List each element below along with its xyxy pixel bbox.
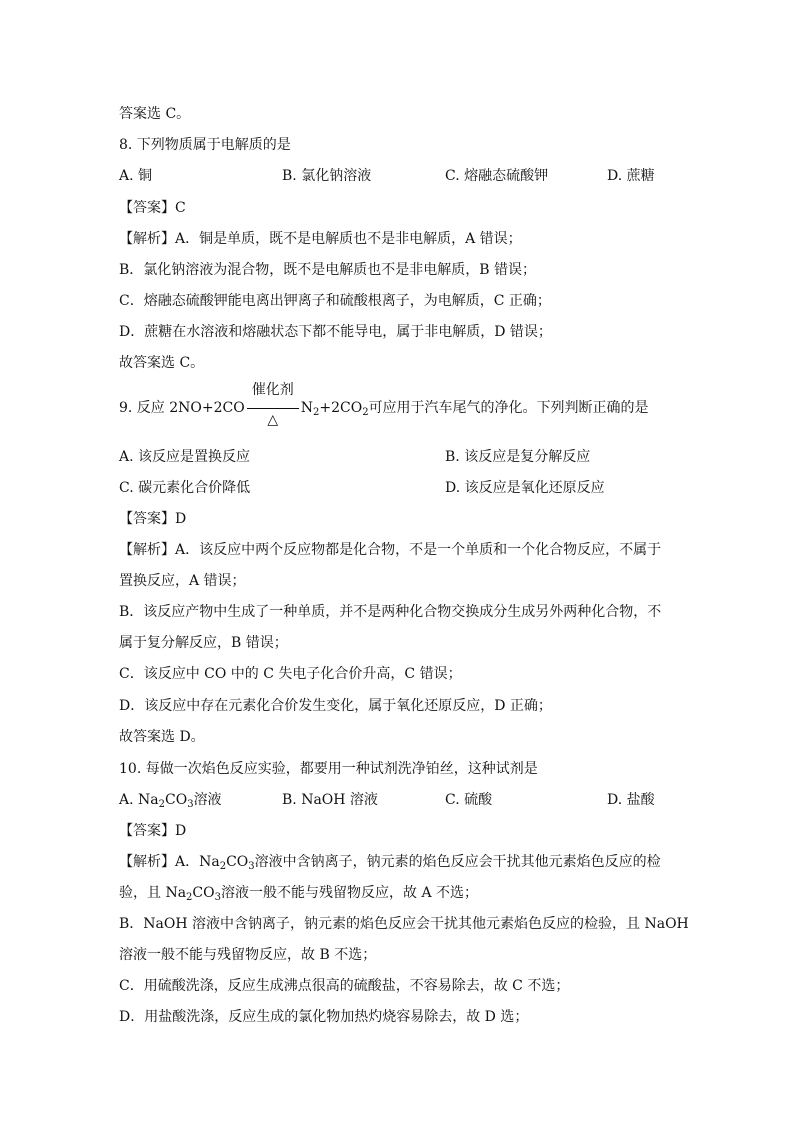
explanation-text: 溶液一般不能与残留物反应，故 A 不选；: [221, 885, 479, 901]
reaction-arrow-line: [247, 408, 299, 409]
q9-option-a: A. 该反应是置换反应: [119, 449, 251, 465]
q10-option-b: B. NaOH 溶液: [282, 792, 378, 808]
explanation-text: A．铜是单质，既不是电解质也不是非电解质，A 错误；: [175, 231, 522, 247]
answer-value: C: [175, 200, 186, 216]
answer-line: 答案选 C。: [119, 106, 191, 122]
q8-answer: [119, 198, 679, 218]
subscript: 2: [312, 407, 320, 418]
q9-stem-suffix: 可应用于汽车尾气的净化。下列判断正确的是: [368, 400, 649, 416]
formula-part: CO: [164, 792, 188, 808]
answer-tag: 【答案】: [119, 823, 175, 839]
q10-explanation-4: D．用盐酸洗涤，反应生成的氯化物加热灼烧容易除去，故 D 选；: [119, 1009, 529, 1025]
reaction-condition: [247, 382, 299, 428]
q8-option-d: D. 蔗糖: [607, 168, 655, 184]
catalyst-label: 催化剂: [251, 382, 294, 398]
subscript: 3: [214, 892, 221, 903]
q9-option-d: D. 该反应是氧化还原反应: [445, 480, 605, 496]
subscript: 2: [219, 861, 227, 872]
q10-option-a: [119, 790, 222, 815]
explanation-text: CO: [226, 854, 249, 870]
heat-symbol: △: [267, 412, 279, 428]
q9-product-n: N: [300, 400, 313, 416]
explanation-text: A．该反应中两个反应物都是化合物，不是一个单质和一个化合物反应，不属于: [175, 542, 662, 558]
q9-stem-prefix: 9. 反应 2NO+2CO: [119, 400, 245, 416]
q9-option-b: B. 该反应是复分解反应: [445, 449, 591, 465]
q9-explanation-1b: 置换反应，A 错误；: [119, 573, 246, 589]
q10-option-c: C. 硫酸: [445, 792, 493, 808]
q9-stem: [119, 382, 679, 428]
q9-explanation-4: D．该反应中存在元素化合价发生变化，属于氧化还原反应，D 正确；: [119, 698, 552, 714]
q9-option-c: C. 碳元素化合价降低: [119, 480, 251, 496]
answer-value: D: [175, 511, 187, 527]
subscript: 3: [248, 861, 255, 872]
q9-explanation-2: B．该反应产物中生成了一种单质，并不是两种化合物交换成分生成另外两种化合物，不: [119, 604, 662, 620]
q10-stem: 10. 每做一次焰色反应实验，都要用一种试剂洗净铂丝，这种试剂是: [119, 761, 538, 777]
subscript: 3: [187, 799, 194, 810]
q8-explanation-2: B．氯化钠溶液为混合物，既不是电解质也不是非电解质，B 错误；: [119, 262, 537, 278]
q10-option-d: D. 盐酸: [607, 792, 655, 808]
q10-explanation-1b: [119, 883, 679, 908]
q10-explanation-2b: 溶液一般不能与残留物反应，故 B 不选；: [119, 947, 377, 963]
q10-explanation-2: B．NaOH 溶液中含钠离子，钠元素的焰色反应会干扰其他元素焰色反应的检验，且 NaOH: [119, 916, 689, 932]
explanation-tag: 【解析】: [119, 854, 175, 870]
explanation-text: 验，且 Na: [119, 885, 187, 901]
explanation-tag: 【解析】: [119, 231, 175, 247]
explanation-text: CO: [192, 885, 215, 901]
q9-explanation-1: [119, 540, 679, 560]
formula-part: 溶液: [193, 792, 222, 808]
explanation-text: A．Na: [175, 854, 220, 870]
q9-explanation-3: C．该反应中 CO 中的 C 失电子化合价升高，C 错误；: [119, 666, 462, 682]
q8-option-a: A. 铜: [119, 168, 153, 184]
formula-part: A. Na: [119, 792, 159, 808]
answer-tag: 【答案】: [119, 200, 175, 216]
q8-conclusion: 故答案选 C。: [119, 355, 205, 371]
q9-answer: [119, 509, 679, 529]
subscript: 2: [186, 892, 193, 903]
q9-product-co: +2CO: [319, 400, 363, 416]
q10-explanation-1: [119, 852, 679, 877]
q9-explanation-2b: 属于复分解反应，B 错误；: [119, 635, 288, 651]
q8-option-b: B. 氯化钠溶液: [282, 168, 372, 184]
q8-stem: 8. 下列物质属于电解质的是: [119, 137, 291, 153]
answer-value: D: [175, 823, 187, 839]
explanation-tag: 【解析】: [119, 542, 175, 558]
explanation-text: 溶液中含钠离子，钠元素的焰色反应会干扰其他元素焰色反应的检: [254, 854, 661, 870]
q9-conclusion: 故答案选 D。: [119, 729, 205, 745]
subscript: 2: [158, 799, 165, 810]
q8-option-c: C. 熔融态硫酸钾: [445, 168, 549, 184]
q8-explanation-4: D．蔗糖在水溶液和熔融状态下都不能导电，属于非电解质，D 错误；: [119, 324, 552, 340]
q10-explanation-3: C．用硫酸洗涤，反应生成沸点很高的硫酸盐，不容易除去，故 C 不选；: [119, 978, 570, 994]
q8-explanation-1: [119, 229, 679, 249]
subscript: 2: [362, 407, 369, 418]
q10-answer: [119, 821, 679, 841]
q8-explanation-3: C．熔融态硫酸钾能电离出钾离子和硫酸根离子，为电解质，C 正确；: [119, 293, 551, 309]
answer-tag: 【答案】: [119, 511, 175, 527]
